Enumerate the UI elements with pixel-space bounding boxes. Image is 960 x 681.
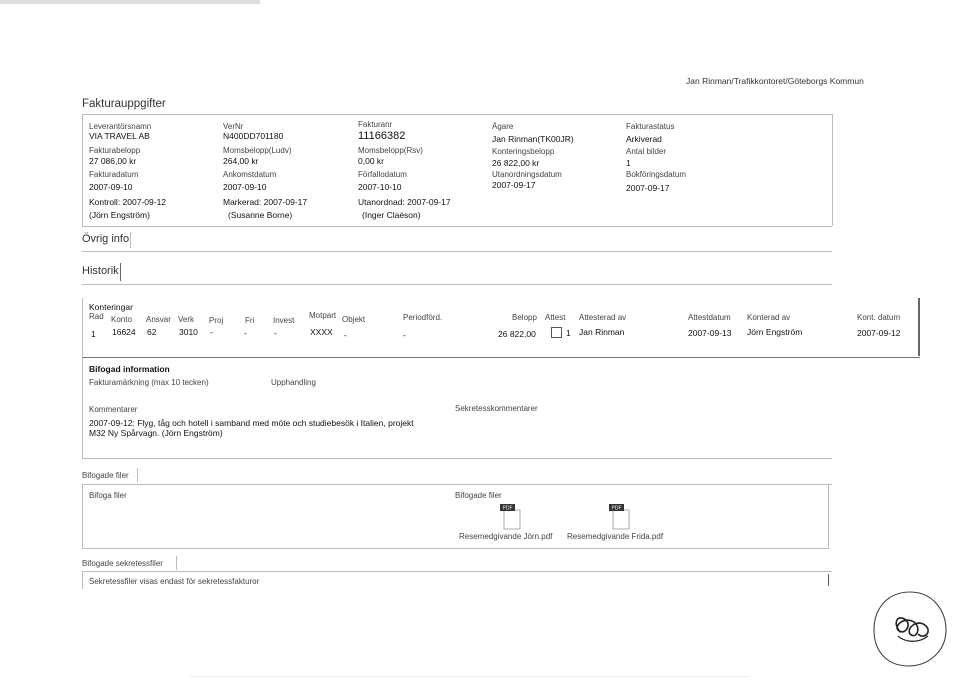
historik-divider	[120, 263, 121, 281]
bifogad-title: Bifogad information	[89, 364, 170, 374]
historik-tab[interactable]: Historik	[82, 265, 119, 277]
kont-box-bottom	[82, 357, 920, 358]
pdf-file-icon[interactable]	[500, 504, 522, 530]
kontroll-by: (Jörn Engström)	[89, 210, 150, 220]
pdf-document-icon	[609, 504, 631, 530]
utanordnings-label: Utanordningsdatum	[492, 170, 562, 179]
row-motpart: XXXX	[310, 327, 333, 337]
utanordnings-value: 2007-09-17	[492, 180, 536, 190]
row-verk: 3010	[179, 327, 198, 337]
sekretess-label: Sekretesskommentarer	[455, 404, 538, 413]
kontroll: Kontroll: 2007-09-12	[89, 197, 167, 207]
vernr-label: VerNr	[223, 122, 244, 131]
historik-line	[82, 284, 832, 285]
svg-text:PDF: PDF	[502, 505, 513, 512]
box-top-line	[82, 114, 832, 115]
filer-section-title: Bifogade filer	[82, 471, 129, 480]
col-attestdatum: Attestdatum	[688, 313, 731, 322]
filer-box-left	[82, 484, 83, 548]
filer-box-right	[828, 484, 829, 548]
status-label: Fakturastatus	[626, 122, 675, 131]
kommentarer-label: Kommentarer	[89, 405, 138, 414]
ovrig-info-divider	[130, 232, 131, 248]
svg-text:PDF: PDF	[611, 505, 622, 512]
attest-checkbox[interactable]	[551, 327, 562, 338]
pdf-file-icon[interactable]	[609, 504, 631, 530]
bilder-value: 1	[626, 158, 631, 168]
col-objekt: Objekt	[342, 315, 366, 324]
fakturadatum-value: 2007-09-10	[89, 182, 133, 192]
pdf-document-icon	[500, 504, 522, 530]
row-periodford: -	[403, 330, 406, 340]
kommentar-line2: M32 Ny Spårvagn. (Jörn Engström)	[89, 428, 223, 438]
col-verk: Verk	[178, 315, 195, 324]
filer-box-bottom	[82, 548, 829, 549]
row-konto: 16624	[112, 327, 136, 337]
leverantor-value: VIA TRAVEL AB	[89, 131, 150, 141]
row-invest: -	[274, 328, 277, 338]
fakturanr-label: Fakturanr	[358, 120, 393, 129]
fakturabelopp-value: 27 086,00 kr	[89, 156, 137, 166]
bokforing-value: 2007-09-17	[626, 183, 670, 193]
sekretess-box-right	[828, 574, 829, 586]
bif-box-left	[82, 358, 83, 458]
upphandling-label: Upphandling	[271, 378, 316, 387]
col-attest: Attest	[545, 313, 566, 322]
agare-value: Jan Rinman(TK00JR)	[492, 134, 574, 144]
col-attesterad-av: Attesterad av	[579, 313, 627, 322]
col-rad: Rad	[89, 312, 104, 321]
bifoga-filer-label: Bifoga filer	[89, 491, 127, 500]
utanordnad-by: (Inger Claéson)	[362, 210, 421, 220]
box-left-line	[82, 114, 83, 226]
row-objekt: -	[344, 330, 347, 340]
row-kont-datum: 2007-09-12	[857, 328, 901, 338]
row-rad: 1	[91, 329, 96, 339]
col-ansvar: Ansvar	[146, 315, 171, 324]
ankomst-value: 2007-09-10	[223, 182, 267, 192]
filer-divider	[137, 468, 138, 482]
filer-line	[82, 484, 832, 485]
section-title: Fakturauppgifter	[82, 98, 166, 110]
col-belopp: Belopp	[512, 313, 537, 322]
bilder-label: Antal bilder	[626, 147, 667, 156]
leverantor-label: Leverantörsnamn	[89, 122, 152, 131]
file-link-frida[interactable]: Resemedgivande Frida.pdf	[567, 532, 664, 541]
sekretess-line	[82, 571, 832, 572]
row-fri: -	[244, 328, 247, 338]
vernr-value: N400DD701180	[223, 131, 284, 141]
col-proj: Proj	[209, 316, 224, 325]
sekretessfiler-note: Sekretessfiler visas endast för sekretessfakturor	[89, 577, 260, 586]
moms-rsv-value: 0,00 kr	[358, 156, 384, 166]
sekretess-box-left	[82, 571, 83, 589]
handwritten-signature-stamp	[870, 586, 950, 670]
moms-ludv-label: Momsbelopp(Ludv)	[223, 146, 292, 155]
agare-label: Ägare	[492, 122, 514, 131]
kont-box-right	[918, 298, 920, 356]
sekretessfiler-section-title: Bifogade sekretessfiler	[82, 559, 163, 568]
col-invest: Invest	[273, 316, 295, 325]
kontering-value: 26 822,00 kr	[492, 158, 540, 168]
col-motpart: Motpart	[309, 311, 337, 320]
fakturamarkning-label: Fakturamärkning (max 10 tecken)	[89, 378, 209, 387]
box-right-line	[832, 114, 833, 226]
row-belopp: 26 822,00	[498, 329, 536, 339]
row-attesterad-av: Jan Rinman	[579, 327, 625, 337]
ankomst-label: Ankomstdatum	[223, 170, 277, 179]
row-ansvar: 62	[147, 327, 157, 337]
forfallo-value: 2007-10-10	[358, 182, 402, 192]
forfallo-label: Förfallodatum	[358, 170, 407, 179]
konteringar-title: Konteringar	[89, 302, 133, 312]
bokforing-label: Bokföringsdatum	[626, 170, 687, 179]
markerad-by: (Susanne Borne)	[228, 210, 293, 220]
file-link-jorn[interactable]: Resemedgivande Jörn.pdf	[459, 532, 553, 541]
sekretess-divider	[176, 556, 177, 570]
col-periodford: Periodförd.	[403, 313, 443, 322]
ovrig-info-tab[interactable]: Övrig info	[82, 233, 130, 245]
bif-box-bottom	[82, 458, 832, 459]
row-attestdatum: 2007-09-13	[688, 328, 732, 338]
kont-box-left	[82, 298, 83, 356]
status-value: Arkiverad	[626, 134, 662, 144]
fakturadatum-label: Fakturadatum	[89, 170, 139, 179]
kontering-label: Konteringsbelopp	[492, 147, 555, 156]
col-konto: Konto	[111, 315, 132, 324]
markerad: Markerad: 2007-09-17	[223, 197, 308, 207]
bottom-scan-line	[190, 676, 750, 677]
top-bar	[0, 0, 260, 4]
row-konterad-av: Jörn Engström	[747, 327, 803, 337]
box-bottom-line	[82, 226, 832, 227]
bifogade-filer-label: Bifogade filer	[455, 491, 502, 500]
col-kont-datum: Kont. datum	[857, 313, 901, 322]
kommentar-line1: 2007-09-12: Flyg, tåg och hotell i samband med möte och studiebesök i Italien, projekt	[89, 418, 414, 428]
row-proj: -	[210, 327, 213, 337]
fakturabelopp-label: Fakturabelopp	[89, 146, 141, 155]
col-konterad-av: Konterad av	[747, 313, 791, 322]
moms-rsv-label: Momsbelopp(Rsv)	[358, 146, 423, 155]
ovrig-info-line	[82, 251, 832, 252]
fakturanr-value: 11166382	[358, 130, 406, 142]
col-fri: Fri	[245, 316, 255, 325]
user-path: Jan Rinman/Trafikkontoret/Göteborgs Kommun	[686, 76, 864, 86]
moms-ludv-value: 264,00 kr	[223, 156, 259, 166]
utanordnad: Utanordnad: 2007-09-17	[358, 197, 451, 207]
row-attest: 1	[566, 328, 571, 338]
